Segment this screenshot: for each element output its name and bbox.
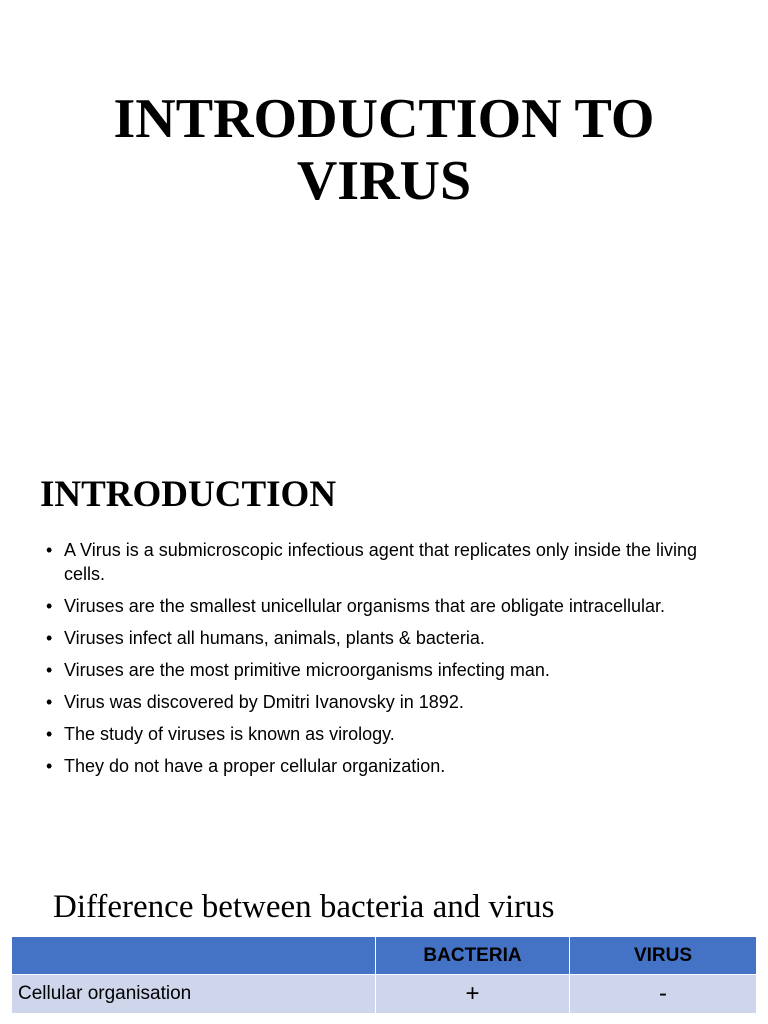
difference-heading: Difference between bacteria and virus [53,889,555,925]
table-header-blank [12,937,376,975]
bullet-text: Viruses infect all humans, animals, plants & bacteria. [64,628,485,648]
bullet-text: Viruses are the smallest unicellular organisms that are obligate intracellular. [64,596,665,616]
introduction-slide [0,432,768,852]
table-header-bacteria: BACTERIA [376,937,570,975]
table-header-row [12,937,757,975]
table-row [12,975,757,1014]
bullet-point-icon: • [46,628,53,648]
bullet-item [46,754,726,778]
introduction-bullet-list [46,538,726,786]
bacteria-cell: + [376,975,570,1014]
table-header-virus: VIRUS [570,937,757,975]
bullet-item [46,722,726,746]
bullet-item [46,658,726,682]
bullet-text: A Virus is a submicroscopic infectious agent that replicates only inside the living cells. [64,540,697,584]
bullet-item [46,690,726,714]
bullet-item [46,594,726,618]
bullet-point-icon: • [46,692,53,712]
row-label: Cellular organisation [12,975,376,1014]
bullet-point-icon: • [46,540,53,560]
title-slide [0,0,768,432]
introduction-heading: INTRODUCTION [40,474,337,515]
presentation-title [0,88,768,212]
comparison-table [11,936,757,1014]
title-line-2: VIRUS [296,150,472,212]
bullet-item [46,626,726,650]
bullet-text: The study of viruses is known as virology. [64,724,395,744]
bullet-text: They do not have a proper cellular organization. [64,756,446,776]
bullet-point-icon: • [46,660,53,680]
virus-cell: - [570,975,757,1014]
difference-slide [0,852,768,1024]
bullet-text: Virus was discovered by Dmitri Ivanovsky in 1892. [64,692,464,712]
bullet-point-icon: • [46,596,53,616]
title-line-1: INTRODUCTION TO [113,88,655,150]
bullet-point-icon: • [46,756,53,776]
bullet-point-icon: • [46,724,53,744]
bullet-item [46,538,726,586]
bullet-text: Viruses are the most primitive microorganisms infecting man. [64,660,550,680]
